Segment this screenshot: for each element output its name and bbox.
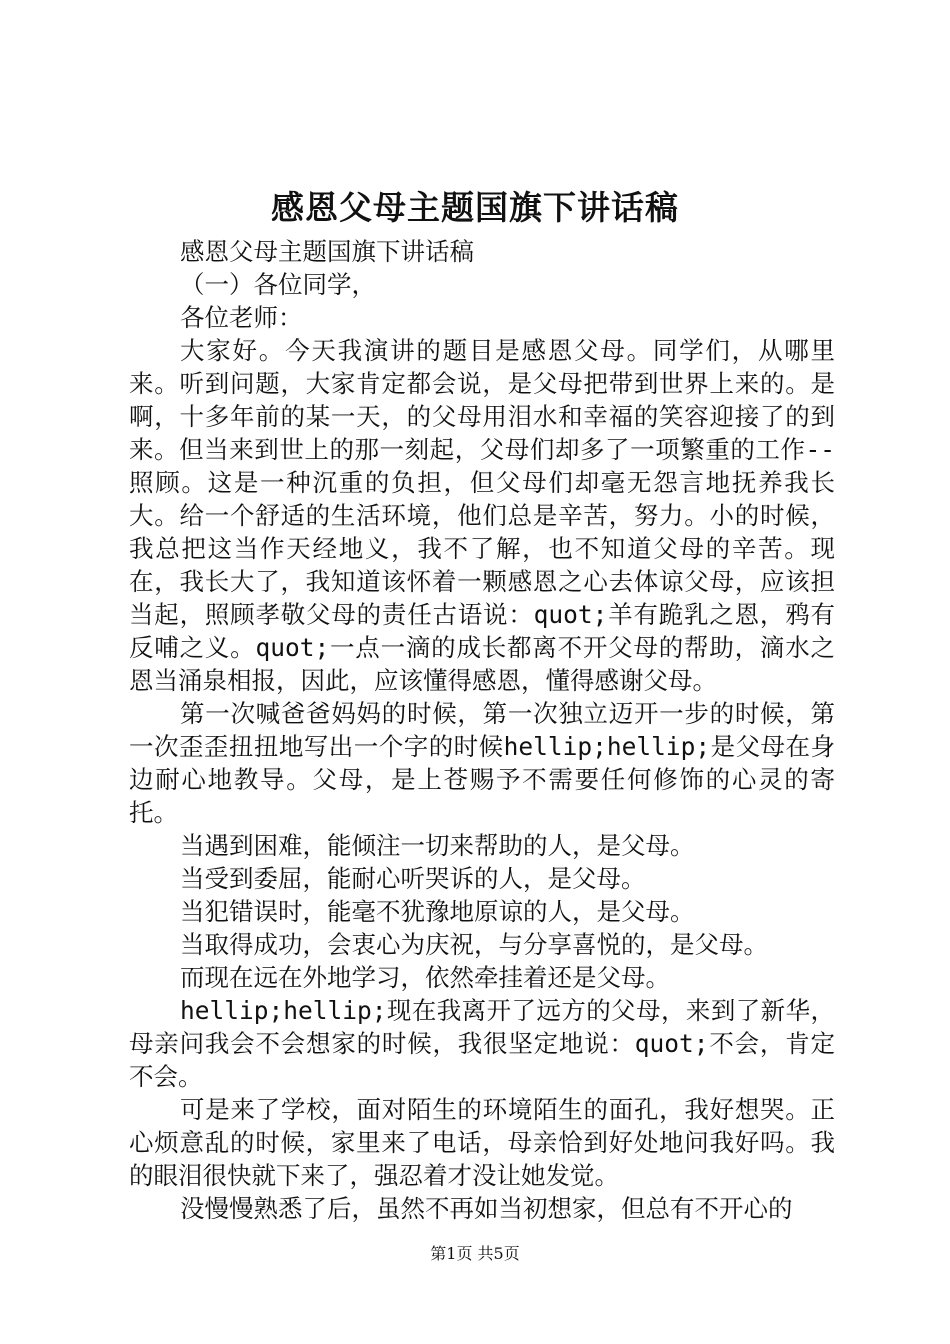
- paragraph-intro: 大家好。今天我演讲的题目是感恩父母。同学们，从哪里来。听到问题，大家肯定都会说，是父母把带到世界上来的。是啊，十多年前的某一天，的父母用泪水和幸福的笑容迎接了的到来。但当来到世上的那一刻起，父母们却多了一项繁重的工作--照顾。这是一种沉重的负担，但父母们却毫无怨言地抚养我长大。给一个舒适的生活环境，他们总是辛苦，努力。小的时候，我总把这当作天经地义，我不了解，也不知道父母的辛苦。现在，我长大了，我知道该怀着一颗感恩之心去体谅父母，应该担当起，照顾孝敬父母的责任古语说：quot;羊有跪乳之恩，鸦有反哺之义。quot;一点一滴的成长都离不开父母的帮助，滴水之恩当涌泉相报，因此，应该懂得感恩，懂得感谢父母。: [129, 336, 835, 695]
- paragraph-success: 当取得成功，会衷心为庆祝，与分享喜悦的，是父母。: [180, 930, 768, 959]
- paragraph-school: 可是来了学校，面对陌生的环境陌生的面孔，我好想哭。正心烦意乱的时候，家里来了电话，母亲恰到好处地问我好吗。我的眼泪很快就下来了，强忍着才没让她发觉。: [129, 1095, 835, 1190]
- document-body: [129, 235, 835, 1225]
- paragraph-grievance: 当受到委屈，能耐心听哭诉的人，是父母。: [180, 864, 646, 893]
- paragraph-greeting-teachers: 各位老师：: [180, 303, 303, 332]
- document-title: 感恩父母主题国旗下讲话稿: [271, 188, 679, 227]
- paragraph-away: 而现在远在外地学习，依然牵挂着还是父母。: [180, 963, 670, 992]
- paragraph-greeting-students: （一）各位同学，: [180, 270, 376, 299]
- paragraph-left-home: hellip;hellip;现在我离开了远方的父母，来到了新华，母亲问我会不会想家的时候，我很坚定地说：quot;不会，肯定不会。: [129, 996, 835, 1091]
- paragraph-mistake: 当犯错误时，能毫不犹豫地原谅的人，是父母。: [180, 897, 695, 926]
- paragraph-difficulty: 当遇到困难，能倾注一切来帮助的人，是父母。: [180, 831, 695, 860]
- paragraph-familiar: 没慢慢熟悉了后，虽然不再如当初想家，但总有不开心的: [180, 1194, 793, 1223]
- page-indicator: 第1页 共5页: [430, 1244, 520, 1263]
- paragraph-first-time: 第一次喊爸爸妈妈的时候，第一次独立迈开一步的时候，第一次歪歪扭扭地写出一个字的时候hellip;hellip;是父母在身边耐心地教导。父母，是上苍赐予不需要任何修饰的心灵的寄托。: [129, 699, 835, 827]
- paragraph-subtitle: 感恩父母主题国旗下讲话稿: [180, 237, 474, 266]
